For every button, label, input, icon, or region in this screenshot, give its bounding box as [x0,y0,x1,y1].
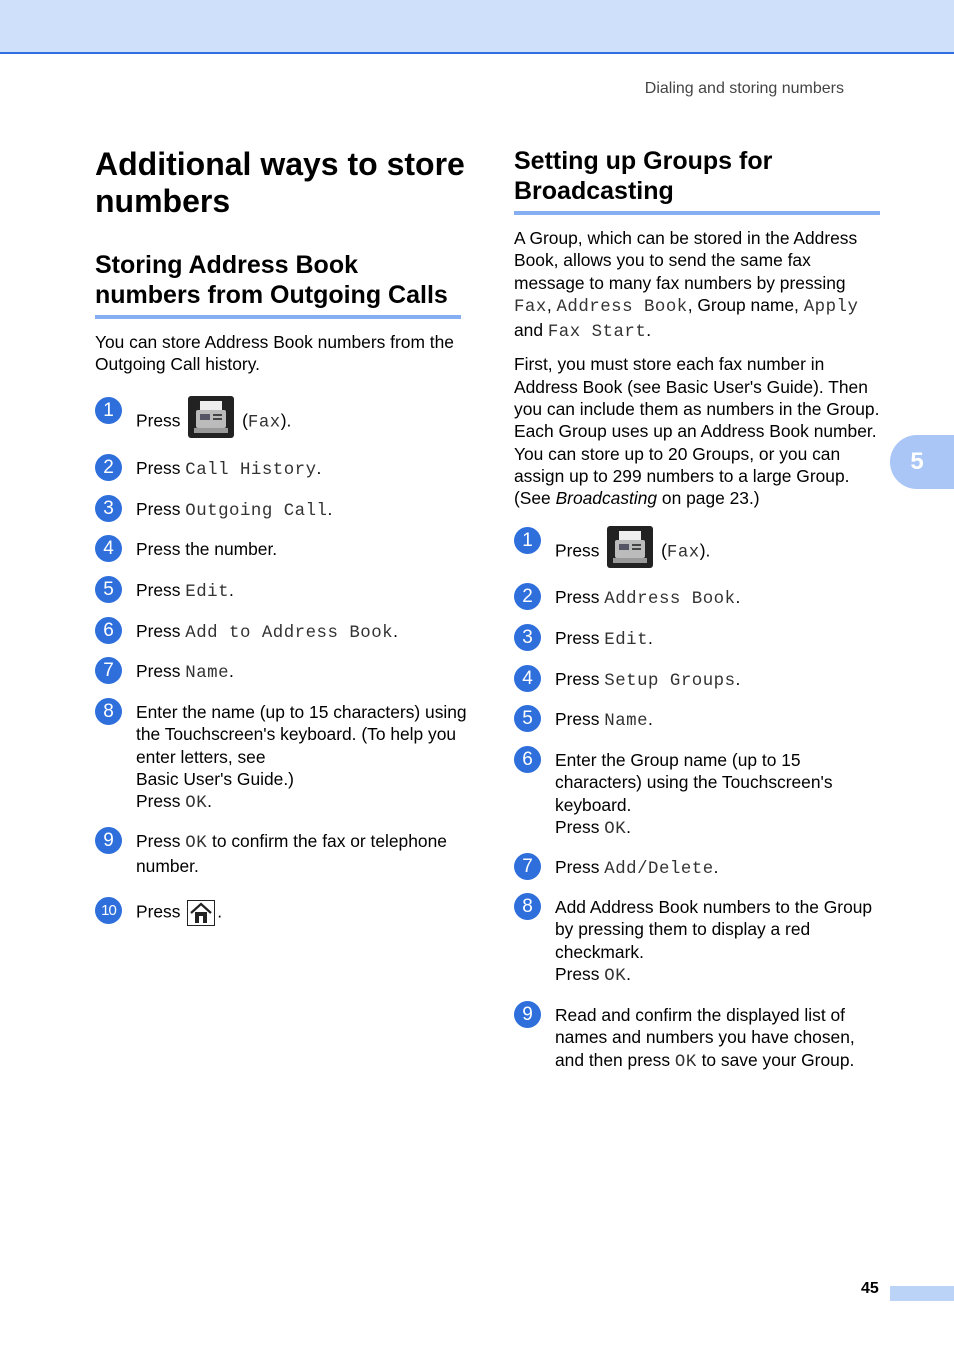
step-5: 5 Press Edit. [95,579,467,604]
step-8: 8 Enter the name (up to 15 characters) using the Touchscreen's keyboard. (To help you enter letters, see Basic User's Guide.) Press OK. [95,701,467,815]
page-title: Additional ways to store numbers [95,146,465,219]
group-step-3: 3 Press Edit. [514,627,886,652]
step-number: 4 [514,665,541,692]
page-number: 45 [861,1280,879,1297]
home-icon[interactable] [187,900,215,926]
section-rule [95,315,461,319]
step-2: 2 Press Call History. [95,457,467,482]
step-number: 4 [95,535,122,562]
step-1: 1 Press (Fax). [95,400,467,438]
running-head: Dialing and storing numbers [644,80,844,97]
step-7: 7 Press Name. [95,660,467,685]
group-instructions: First, you must store each fax number in Address Book (see Basic User's Guide). Then you can include them as numbers in the Group. Each Group uses up an Address Book number. You can store up to 20 Groups, or you can assign up to 299 numbers to a large Group. (See Broadcasting on page 23.) [514,354,880,509]
step-number: 8 [514,893,541,920]
group-step-2: 2 Press Address Book. [514,586,886,611]
group-intro: A Group, which can be stored in the Address Book, allows you to send the same fax message to many fax numbers by pressing Fax, Address Book, Group name, Apply and Fax Start. [514,228,859,343]
step-9: 9 Press OK to confirm the fax or telephone number. [95,830,467,878]
step-number: 9 [95,827,122,854]
fax-icon[interactable] [188,396,234,438]
intro-text: You can store Address Book numbers from the Outgoing Call history. [95,332,454,375]
group-step-6: 6 Enter the Group name (up to 15 characters) using the Touchscreen's keyboard. Press OK. [514,749,886,841]
right-column [514,146,884,510]
group-step-7: 7 Press Add/Delete. [514,856,886,881]
fax-icon[interactable] [607,526,653,568]
step-number: 7 [95,657,122,684]
left-column [95,146,465,376]
page-bar [890,1286,954,1301]
step-4: 4 Press the number. [95,538,467,562]
group-step-9: 9 Read and confirm the displayed list of names and numbers you have chosen, and then press OK to save your Group. [514,1004,886,1074]
step-number: 1 [514,527,541,554]
step-number: 3 [514,624,541,651]
top-band [0,0,954,54]
section-title-left: Storing Address Book numbers from Outgoing Calls [95,251,448,309]
step-number: 5 [95,576,122,603]
step-10: 10 Press . [95,900,467,926]
step-number: 10 [95,897,122,924]
step-number: 2 [95,454,122,481]
step-number: 5 [514,705,541,732]
group-step-1: 1 Press (Fax). [514,530,886,568]
section-title-right: Setting up Groups for Broadcasting [514,147,773,205]
step-number: 7 [514,853,541,880]
step-number: 8 [95,698,122,725]
step-number: 1 [95,397,122,424]
step-3: 3 Press Outgoing Call. [95,498,467,523]
step-number: 9 [514,1001,541,1028]
step-6: 6 Press Add to Address Book. [95,620,467,645]
step-number: 6 [514,746,541,773]
step-number: 2 [514,583,541,610]
group-step-5: 5 Press Name. [514,708,886,733]
chapter-tab[interactable]: 5 [890,435,954,489]
group-step-8: 8 Add Address Book numbers to the Group by pressing them to display a red checkmark. Press OK. [514,896,886,988]
group-step-4: 4 Press Setup Groups. [514,668,886,693]
step-number: 3 [95,495,122,522]
step-number: 6 [95,617,122,644]
section-rule [514,211,880,215]
